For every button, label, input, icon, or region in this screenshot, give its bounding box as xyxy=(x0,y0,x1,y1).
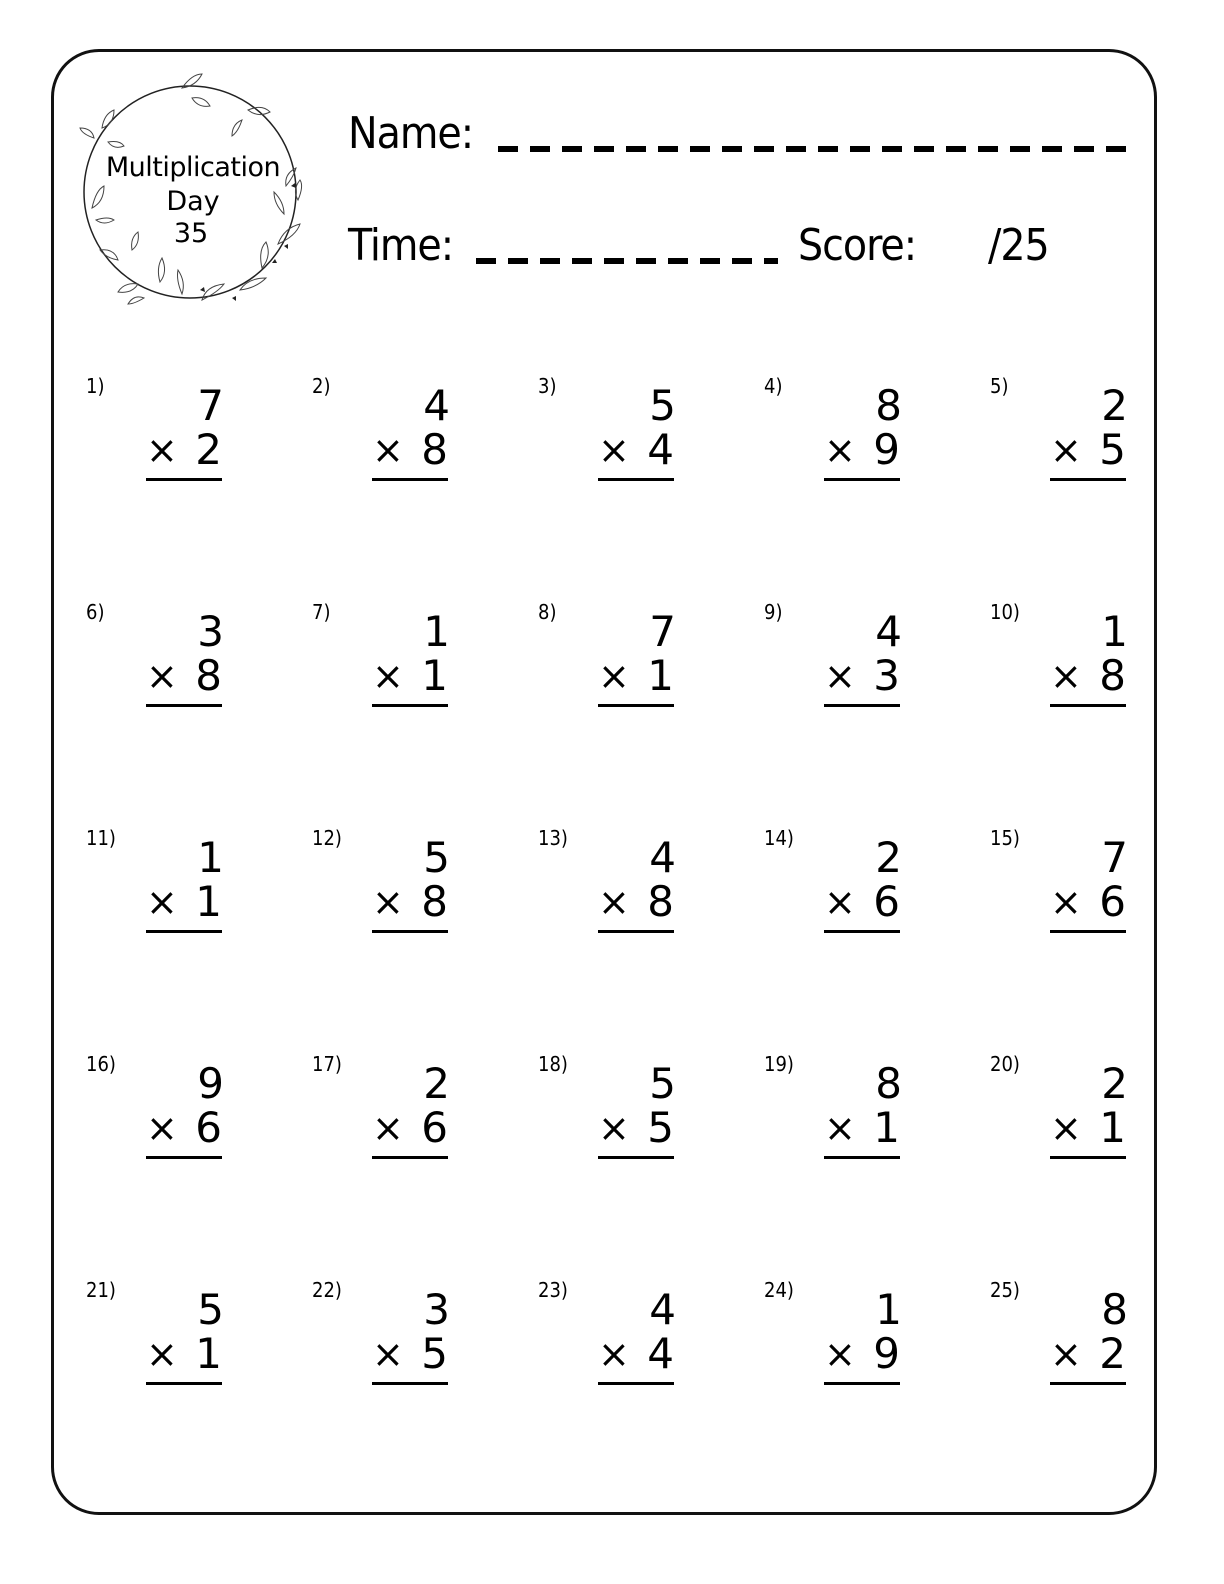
answer-line[interactable] xyxy=(824,1382,900,1385)
problem-number: 1) xyxy=(86,374,105,398)
multiplier: 6 xyxy=(1099,877,1126,926)
problem-number: 23) xyxy=(538,1278,568,1302)
problem-5 xyxy=(990,374,1190,504)
multiplicand: 5 xyxy=(649,381,676,430)
multiplier-row xyxy=(824,1103,900,1152)
problem-18 xyxy=(538,1052,738,1182)
multiplicand: 2 xyxy=(1101,381,1128,430)
multiplier-row xyxy=(372,1103,448,1152)
problem-number: 22) xyxy=(312,1278,342,1302)
times-icon: × xyxy=(372,1106,404,1150)
multiplier-row xyxy=(1050,651,1126,700)
answer-line[interactable] xyxy=(1050,1382,1126,1385)
multiplicand: 2 xyxy=(423,1059,450,1108)
multiplier: 8 xyxy=(421,877,448,926)
multiplier-row xyxy=(146,1103,222,1152)
multiplier-row xyxy=(598,425,674,474)
times-icon: × xyxy=(1050,880,1082,924)
problem-number: 7) xyxy=(312,600,331,624)
problem-number: 15) xyxy=(990,826,1020,850)
answer-line[interactable] xyxy=(372,1382,448,1385)
problem-11 xyxy=(86,826,286,956)
problem-22 xyxy=(312,1278,512,1408)
multiplier-row xyxy=(372,651,448,700)
problem-15 xyxy=(990,826,1190,956)
multiplier: 9 xyxy=(873,1329,900,1378)
problem-4 xyxy=(764,374,964,504)
problem-16 xyxy=(86,1052,286,1182)
problem-19 xyxy=(764,1052,964,1182)
problem-number: 5) xyxy=(990,374,1009,398)
problem-17 xyxy=(312,1052,512,1182)
multiplier-row xyxy=(824,1329,900,1378)
multiplier-row xyxy=(146,425,222,474)
name-label: Name: xyxy=(348,108,474,159)
multiplier: 3 xyxy=(873,651,900,700)
problem-number: 21) xyxy=(86,1278,116,1302)
score-label: Score: xyxy=(798,220,917,271)
problem-number: 6) xyxy=(86,600,105,624)
multiplier: 8 xyxy=(1099,651,1126,700)
name-field[interactable] xyxy=(498,146,1138,152)
multiplier-row xyxy=(146,1329,222,1378)
problem-1 xyxy=(86,374,286,504)
multiplicand: 7 xyxy=(649,607,676,656)
times-icon: × xyxy=(598,654,630,698)
times-icon: × xyxy=(824,654,856,698)
answer-line[interactable] xyxy=(1050,704,1126,707)
multiplier-row xyxy=(1050,1329,1126,1378)
multiplier-row xyxy=(598,1103,674,1152)
times-icon: × xyxy=(146,1332,178,1376)
multiplicand: 8 xyxy=(875,1059,902,1108)
times-icon: × xyxy=(598,1106,630,1150)
answer-line[interactable] xyxy=(598,1156,674,1159)
time-field[interactable] xyxy=(476,258,778,264)
multiplicand: 5 xyxy=(649,1059,676,1108)
multiplier-row xyxy=(372,425,448,474)
problem-7 xyxy=(312,600,512,730)
answer-line[interactable] xyxy=(1050,478,1126,481)
problem-number: 24) xyxy=(764,1278,794,1302)
multiplier: 2 xyxy=(195,425,222,474)
multiplier: 1 xyxy=(647,651,674,700)
times-icon: × xyxy=(372,654,404,698)
multiplier: 1 xyxy=(421,651,448,700)
problem-14 xyxy=(764,826,964,956)
multiplier: 8 xyxy=(195,651,222,700)
multiplier-row xyxy=(372,877,448,926)
multiplicand: 4 xyxy=(649,1285,676,1334)
answer-line[interactable] xyxy=(372,930,448,933)
multiplier: 5 xyxy=(1099,425,1126,474)
multiplier: 1 xyxy=(873,1103,900,1152)
multiplier: 5 xyxy=(647,1103,674,1152)
multiplicand: 1 xyxy=(423,607,450,656)
score-total: /25 xyxy=(988,220,1049,271)
answer-line[interactable] xyxy=(146,1156,222,1159)
answer-line[interactable] xyxy=(824,478,900,481)
times-icon: × xyxy=(372,428,404,472)
multiplicand: 2 xyxy=(1101,1059,1128,1108)
multiplier: 5 xyxy=(421,1329,448,1378)
answer-line[interactable] xyxy=(824,704,900,707)
multiplicand: 1 xyxy=(1101,607,1128,656)
multiplier: 4 xyxy=(647,1329,674,1378)
problem-20 xyxy=(990,1052,1190,1182)
times-icon: × xyxy=(824,1332,856,1376)
times-icon: × xyxy=(1050,1106,1082,1150)
multiplicand: 8 xyxy=(875,381,902,430)
multiplier: 6 xyxy=(873,877,900,926)
answer-line[interactable] xyxy=(146,1382,222,1385)
problem-24 xyxy=(764,1278,964,1408)
answer-line[interactable] xyxy=(824,1156,900,1159)
times-icon: × xyxy=(146,654,178,698)
title-badge xyxy=(72,68,322,313)
answer-line[interactable] xyxy=(372,1156,448,1159)
multiplier: 6 xyxy=(195,1103,222,1152)
problem-number: 3) xyxy=(538,374,557,398)
multiplicand: 3 xyxy=(423,1285,450,1334)
time-label: Time: xyxy=(348,220,454,271)
times-icon: × xyxy=(824,428,856,472)
times-icon: × xyxy=(598,428,630,472)
multiplier: 1 xyxy=(195,1329,222,1378)
multiplier-row xyxy=(146,877,222,926)
problem-25 xyxy=(990,1278,1190,1408)
times-icon: × xyxy=(1050,1332,1082,1376)
times-icon: × xyxy=(146,428,178,472)
times-icon: × xyxy=(1050,654,1082,698)
times-icon: × xyxy=(372,880,404,924)
times-icon: × xyxy=(598,880,630,924)
times-icon: × xyxy=(598,1332,630,1376)
times-icon: × xyxy=(1050,428,1082,472)
problem-number: 18) xyxy=(538,1052,568,1076)
multiplier: 6 xyxy=(421,1103,448,1152)
multiplicand: 7 xyxy=(1101,833,1128,882)
answer-line[interactable] xyxy=(1050,930,1126,933)
multiplier-row xyxy=(598,651,674,700)
answer-line[interactable] xyxy=(598,1382,674,1385)
problem-number: 4) xyxy=(764,374,783,398)
multiplier-row xyxy=(1050,1103,1126,1152)
multiplicand: 3 xyxy=(197,607,224,656)
problem-number: 9) xyxy=(764,600,783,624)
multiplier: 8 xyxy=(421,425,448,474)
answer-line[interactable] xyxy=(372,704,448,707)
multiplier: 1 xyxy=(1099,1103,1126,1152)
times-icon: × xyxy=(146,1106,178,1150)
answer-line[interactable] xyxy=(598,930,674,933)
problem-8 xyxy=(538,600,738,730)
day-label: Day xyxy=(166,186,220,217)
problem-23 xyxy=(538,1278,738,1408)
answer-line[interactable] xyxy=(372,478,448,481)
answer-line[interactable] xyxy=(598,704,674,707)
times-icon: × xyxy=(146,880,178,924)
multiplicand: 4 xyxy=(423,381,450,430)
problem-number: 8) xyxy=(538,600,557,624)
answer-line[interactable] xyxy=(146,478,222,481)
problem-number: 19) xyxy=(764,1052,794,1076)
problem-number: 12) xyxy=(312,826,342,850)
multiplicand: 4 xyxy=(875,607,902,656)
problem-10 xyxy=(990,600,1190,730)
problem-12 xyxy=(312,826,512,956)
day-number: 35 xyxy=(173,218,209,249)
multiplicand: 9 xyxy=(197,1059,224,1108)
problem-number: 20) xyxy=(990,1052,1020,1076)
answer-line[interactable] xyxy=(598,478,674,481)
multiplicand: 5 xyxy=(423,833,450,882)
times-icon: × xyxy=(824,880,856,924)
problem-13 xyxy=(538,826,738,956)
multiplicand: 7 xyxy=(197,381,224,430)
multiplier-row xyxy=(146,651,222,700)
multiplier-row xyxy=(824,425,900,474)
times-icon: × xyxy=(372,1332,404,1376)
multiplier: 1 xyxy=(195,877,222,926)
multiplier: 9 xyxy=(873,425,900,474)
problem-number: 10) xyxy=(990,600,1020,624)
worksheet-title: Multiplication xyxy=(105,152,281,183)
answer-line[interactable] xyxy=(1050,1156,1126,1159)
problem-number: 16) xyxy=(86,1052,116,1076)
problem-3 xyxy=(538,374,738,504)
multiplier: 2 xyxy=(1099,1329,1126,1378)
multiplicand: 1 xyxy=(197,833,224,882)
multiplicand: 8 xyxy=(1101,1285,1128,1334)
problem-number: 25) xyxy=(990,1278,1020,1302)
multiplier-row xyxy=(372,1329,448,1378)
answer-line[interactable] xyxy=(146,704,222,707)
times-icon: × xyxy=(824,1106,856,1150)
answer-line[interactable] xyxy=(146,930,222,933)
problem-number: 13) xyxy=(538,826,568,850)
problem-number: 2) xyxy=(312,374,331,398)
multiplier-row xyxy=(824,651,900,700)
multiplier-row xyxy=(824,877,900,926)
multiplier-row xyxy=(1050,877,1126,926)
problem-number: 11) xyxy=(86,826,116,850)
problem-6 xyxy=(86,600,286,730)
multiplicand: 4 xyxy=(649,833,676,882)
multiplier: 8 xyxy=(647,877,674,926)
problem-number: 14) xyxy=(764,826,794,850)
multiplier-row xyxy=(598,1329,674,1378)
multiplier-row xyxy=(1050,425,1126,474)
multiplicand: 1 xyxy=(875,1285,902,1334)
multiplier-row xyxy=(598,877,674,926)
multiplicand: 2 xyxy=(875,833,902,882)
problem-9 xyxy=(764,600,964,730)
problem-2 xyxy=(312,374,512,504)
multiplier: 4 xyxy=(647,425,674,474)
problem-21 xyxy=(86,1278,286,1408)
multiplicand: 5 xyxy=(197,1285,224,1334)
answer-line[interactable] xyxy=(824,930,900,933)
problem-number: 17) xyxy=(312,1052,342,1076)
